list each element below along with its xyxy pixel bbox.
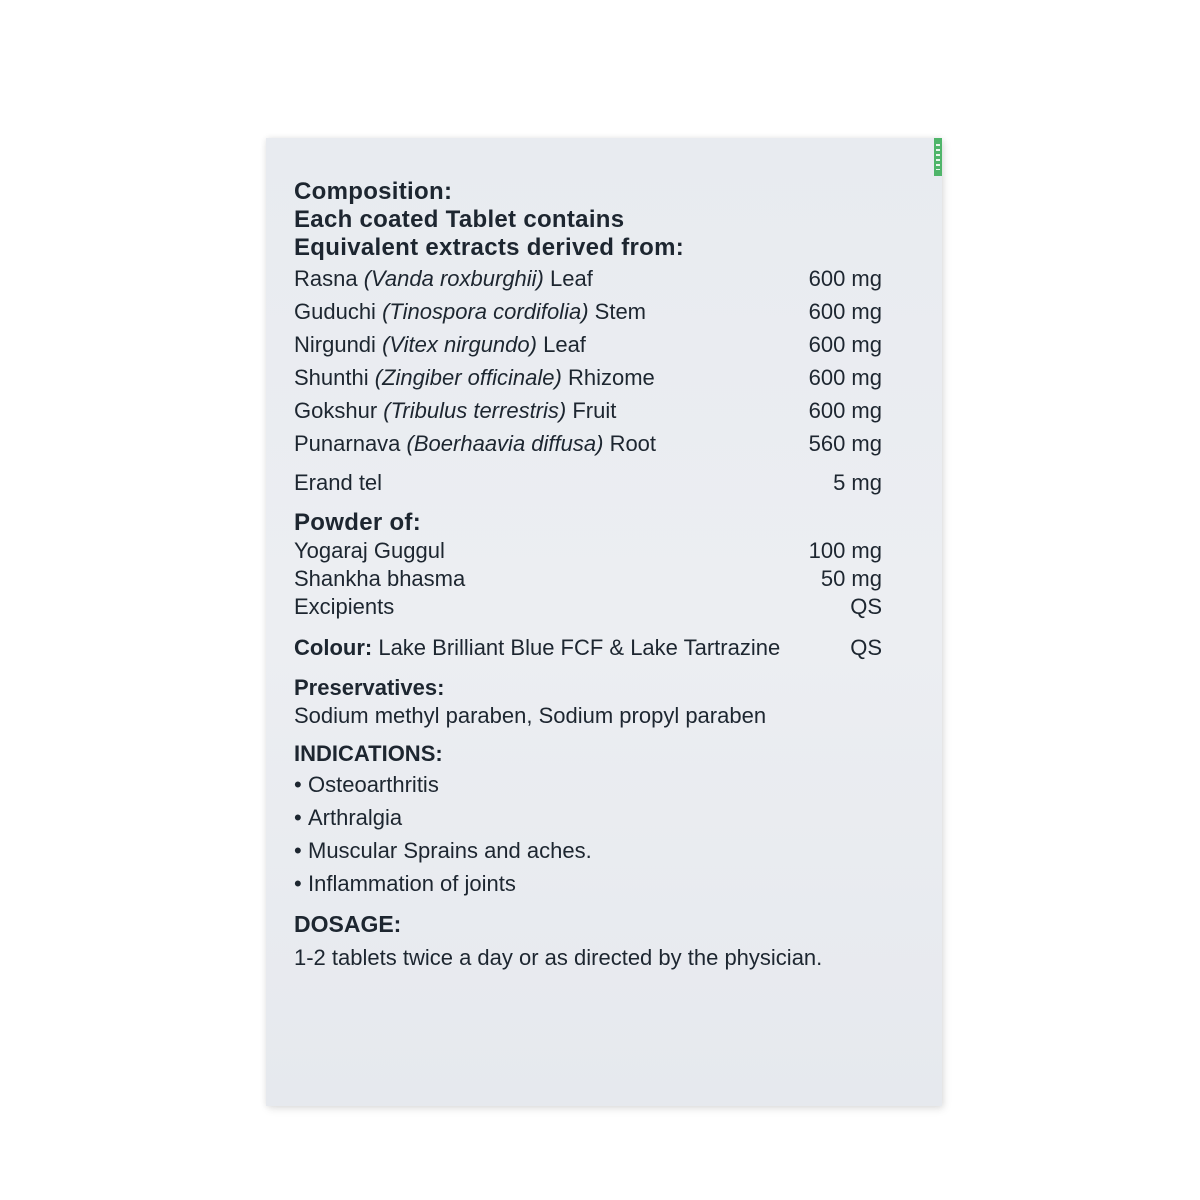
- extract-row: [294, 394, 882, 427]
- indications-list: [294, 768, 882, 900]
- spacer: [294, 900, 882, 910]
- list-item: [294, 801, 882, 834]
- colour-label: Colour:: [294, 635, 373, 660]
- powder-heading: Powder of:: [294, 509, 421, 536]
- powder-row: [294, 593, 882, 621]
- extract-latin: (Tribulus terrestris): [383, 398, 567, 423]
- erand-amount: 5 mg: [833, 470, 882, 495]
- spacer: [294, 499, 882, 509]
- dosage-heading: DOSAGE:: [294, 911, 402, 937]
- spacer: [294, 730, 882, 740]
- list-item: [294, 768, 882, 801]
- indications-heading: INDICATIONS:: [294, 741, 443, 766]
- extract-name: Rasna: [294, 266, 358, 291]
- spacer: [294, 621, 882, 631]
- indication-text: Arthralgia: [308, 805, 403, 830]
- extract-name: Shunthi: [294, 365, 369, 390]
- extract-part: Rhizome: [567, 365, 655, 390]
- extracts-list: [294, 262, 882, 460]
- preservatives-text: Sodium methyl paraben, Sodium propyl paraben: [294, 703, 767, 728]
- extract-row: [294, 361, 882, 394]
- colour-amount: QS: [850, 635, 882, 660]
- extract-part: Stem: [594, 299, 647, 324]
- extract-name: Gokshur: [294, 398, 378, 423]
- composition-title: Composition:: [294, 178, 453, 205]
- extract-latin: (Vitex nirgundo): [382, 332, 537, 357]
- indication-text: Osteoarthritis: [308, 772, 439, 797]
- bullet-icon: •: [294, 838, 302, 863]
- extract-name: Guduchi: [294, 299, 376, 324]
- colour-row: [294, 631, 882, 664]
- preservatives-heading: Preservatives:: [294, 675, 445, 700]
- extract-part: Leaf: [543, 332, 586, 357]
- indication-text: Muscular Sprains and aches.: [308, 838, 592, 863]
- powder-amount: 100 mg: [808, 538, 882, 563]
- erand-name: Erand tel: [294, 470, 383, 495]
- list-item: [294, 834, 882, 867]
- extract-amount: 600 mg: [808, 398, 882, 423]
- composition-heading: [294, 178, 882, 262]
- extract-row: [294, 295, 882, 328]
- extract-amount: 600 mg: [808, 266, 882, 291]
- powder-amount: 50 mg: [820, 566, 882, 591]
- corner-print-mark: [934, 138, 942, 176]
- powder-name: Yogaraj Guggul: [294, 538, 445, 563]
- colour-value: Lake Brilliant Blue FCF & Lake Tartrazine: [378, 635, 781, 660]
- powder-amount: QS: [850, 594, 882, 619]
- extract-name: Nirgundi: [294, 332, 376, 357]
- extract-row: [294, 262, 882, 295]
- extract-part: Root: [609, 431, 657, 456]
- extract-latin: (Zingiber officinale): [374, 365, 562, 390]
- powder-name: Shankha bhasma: [294, 566, 466, 591]
- powder-row: [294, 537, 882, 565]
- bullet-icon: •: [294, 805, 302, 830]
- extract-part: Leaf: [550, 266, 593, 291]
- extract-row: [294, 427, 882, 460]
- list-item: [294, 867, 882, 900]
- label-content: [294, 178, 882, 972]
- extract-amount: 600 mg: [808, 299, 882, 324]
- powder-name: Excipients: [294, 594, 395, 619]
- extract-amount: 560 mg: [808, 431, 882, 456]
- bullet-icon: •: [294, 772, 302, 797]
- extract-row: [294, 328, 882, 361]
- composition-extracts-title: Equivalent extracts derived from:: [294, 234, 685, 261]
- powder-list: [294, 537, 882, 621]
- extract-amount: 600 mg: [808, 365, 882, 390]
- dosage-text: 1-2 tablets twice a day or as directed by the physician.: [294, 945, 823, 970]
- powder-row: [294, 565, 882, 593]
- erand-row: [294, 466, 882, 499]
- extract-latin: (Tinospora cordifolia): [382, 299, 589, 324]
- extract-latin: (Boerhaavia diffusa): [406, 431, 604, 456]
- composition-subtitle: Each coated Tablet contains: [294, 206, 625, 233]
- extract-amount: 600 mg: [808, 332, 882, 357]
- label-panel: [266, 138, 942, 1106]
- extract-part: Fruit: [572, 398, 617, 423]
- extract-latin: (Vanda roxburghii): [363, 266, 544, 291]
- spacer: [294, 664, 882, 674]
- indication-text: Inflammation of joints: [308, 871, 516, 896]
- bullet-icon: •: [294, 871, 302, 896]
- extract-name: Punarnava: [294, 431, 401, 456]
